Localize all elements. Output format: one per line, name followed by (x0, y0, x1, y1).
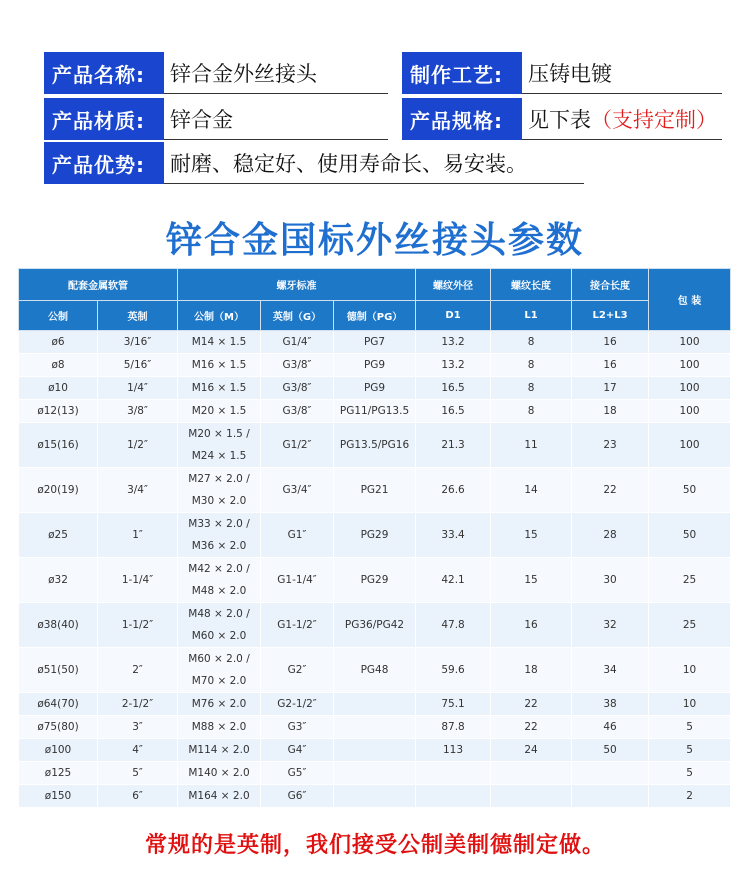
page-title: 锌合金国标外丝接头参数 (165, 219, 584, 261)
cell-metric: ø125 (19, 762, 98, 785)
cell-m-line: M48 × 2.0 / (188, 608, 250, 620)
cell-metric: ø100 (19, 739, 98, 762)
cell-g: G3/8″ (261, 354, 334, 377)
table-row (19, 716, 731, 739)
spec-custom-note: （支持定制） (591, 107, 717, 132)
cell-m-line: M20 × 1.5 / (188, 428, 250, 440)
cell-metric: ø6 (19, 331, 98, 354)
footer-note: 常规的是英制，我们接受公制美制德制定做。 (144, 833, 605, 858)
cell-l2: 18 (572, 400, 649, 423)
cell-l2: 28 (572, 513, 649, 558)
cell-g: G1-1/4″ (261, 558, 334, 603)
cell-metric: ø38(40) (19, 603, 98, 648)
cell-pg (334, 762, 416, 785)
cell-pg: PG36/PG42 (334, 603, 416, 648)
cell-metric: ø51(50) (19, 648, 98, 693)
cell-inch: 3″ (98, 716, 178, 739)
cell-metric: ø75(80) (19, 716, 98, 739)
cell-d1: 75.1 (416, 693, 491, 716)
advantage-label: 产品优势: (44, 142, 164, 184)
cell-inch: 1-1/4″ (98, 558, 178, 603)
cell-l1: 11 (491, 423, 572, 468)
cell-metric: ø32 (19, 558, 98, 603)
cell-g: G6″ (261, 785, 334, 808)
cell-m-line: M164 × 2.0 (188, 790, 250, 802)
cell-g: G5″ (261, 762, 334, 785)
cell-l1: 22 (491, 716, 572, 739)
cell-d1: 21.3 (416, 423, 491, 468)
cell-pg: PG29 (334, 513, 416, 558)
cell-l2: 38 (572, 693, 649, 716)
subheader-d1: D1 (416, 301, 491, 331)
cell-l1 (491, 762, 572, 785)
cell-pack: 10 (649, 648, 731, 693)
header-thread-length: 螺纹长度 (491, 269, 572, 301)
cell-l2: 30 (572, 558, 649, 603)
subheader-pg: 德制（PG） (334, 301, 416, 331)
cell-m-line: M114 × 2.0 (188, 744, 250, 756)
cell-inch: 2″ (98, 648, 178, 693)
cell-l2 (572, 762, 649, 785)
cell-l1: 18 (491, 648, 572, 693)
subheader-metric: 公制 (19, 301, 98, 331)
cell-g: G1″ (261, 513, 334, 558)
table-header-row (19, 269, 731, 301)
cell-pack: 100 (649, 423, 731, 468)
cell-g: G1/4″ (261, 331, 334, 354)
cell-inch: 1/2″ (98, 423, 178, 468)
info-row-process (402, 52, 722, 94)
cell-l1: 8 (491, 331, 572, 354)
cell-pg: PG9 (334, 377, 416, 400)
cell-g: G3″ (261, 716, 334, 739)
cell-inch: 5″ (98, 762, 178, 785)
cell-l2 (572, 785, 649, 808)
info-row-material (44, 98, 388, 140)
cell-inch: 3/4″ (98, 468, 178, 513)
table-row (19, 468, 731, 513)
cell-d1: 16.5 (416, 377, 491, 400)
table-row (19, 739, 731, 762)
table-row (19, 513, 731, 558)
cell-m-line: M48 × 2.0 (191, 585, 247, 597)
cell-m-line: M16 × 1.5 (191, 359, 247, 371)
cell-l1: 16 (491, 603, 572, 648)
cell-m (178, 331, 261, 354)
cell-metric: ø10 (19, 377, 98, 400)
cell-g: G1/2″ (261, 423, 334, 468)
cell-l2: 34 (572, 648, 649, 693)
table-row (19, 558, 731, 603)
cell-pg: PG9 (334, 354, 416, 377)
table-row (19, 693, 731, 716)
spec-table (18, 268, 731, 808)
spec-value: 见下表 (528, 107, 591, 132)
cell-l2: 46 (572, 716, 649, 739)
cell-m-line: M30 × 2.0 (191, 495, 247, 507)
cell-l2: 16 (572, 354, 649, 377)
cell-pg (334, 739, 416, 762)
cell-m-line: M20 × 1.5 (191, 405, 247, 417)
cell-metric: ø150 (19, 785, 98, 808)
cell-pack: 5 (649, 716, 731, 739)
cell-m (178, 513, 261, 558)
header-outer-diameter: 螺纹外径 (416, 269, 491, 301)
cell-l2: 16 (572, 331, 649, 354)
header-thread-standard: 螺牙标准 (178, 269, 416, 301)
cell-d1: 47.8 (416, 603, 491, 648)
cell-m (178, 693, 261, 716)
cell-pack: 5 (649, 739, 731, 762)
cell-m-line: M14 × 1.5 (191, 336, 247, 348)
info-row-spec (402, 98, 722, 140)
cell-d1: 13.2 (416, 354, 491, 377)
table-row (19, 648, 731, 693)
cell-inch: 5/16″ (98, 354, 178, 377)
cell-l2: 22 (572, 468, 649, 513)
cell-m (178, 716, 261, 739)
spec-table-body (19, 331, 731, 808)
cell-inch: 3/8″ (98, 400, 178, 423)
spec-label: 产品规格: (402, 98, 522, 140)
product-name-value: 锌合金外丝接头 (164, 52, 388, 94)
cell-g: G4″ (261, 739, 334, 762)
cell-g: G2-1/2″ (261, 693, 334, 716)
cell-pack: 2 (649, 785, 731, 808)
header-join-length: 接合长度 (572, 269, 649, 301)
cell-pack: 100 (649, 400, 731, 423)
cell-inch: 1″ (98, 513, 178, 558)
cell-m (178, 739, 261, 762)
subheader-g: 英制（G） (261, 301, 334, 331)
cell-l1: 8 (491, 377, 572, 400)
table-row (19, 400, 731, 423)
cell-l1: 8 (491, 354, 572, 377)
cell-l1 (491, 785, 572, 808)
cell-inch: 2-1/2″ (98, 693, 178, 716)
table-row (19, 377, 731, 400)
cell-m (178, 377, 261, 400)
table-row (19, 354, 731, 377)
cell-pack: 25 (649, 558, 731, 603)
cell-l2: 23 (572, 423, 649, 468)
cell-d1: 33.4 (416, 513, 491, 558)
cell-m-line: M88 × 2.0 (191, 721, 247, 733)
material-value: 锌合金 (164, 98, 388, 140)
table-row (19, 603, 731, 648)
cell-g: G3/8″ (261, 377, 334, 400)
cell-pg: PG7 (334, 331, 416, 354)
cell-m-line: M140 × 2.0 (188, 767, 250, 779)
cell-m-line: M76 × 2.0 (191, 698, 247, 710)
cell-m-line: M70 × 2.0 (191, 675, 247, 687)
cell-pack: 10 (649, 693, 731, 716)
cell-m-line: M42 × 2.0 / (188, 563, 250, 575)
cell-m (178, 354, 261, 377)
cell-pg (334, 693, 416, 716)
cell-m (178, 762, 261, 785)
cell-inch: 3/16″ (98, 331, 178, 354)
cell-l1: 15 (491, 513, 572, 558)
cell-l2: 17 (572, 377, 649, 400)
cell-pg (334, 785, 416, 808)
cell-l1: 14 (491, 468, 572, 513)
cell-pack: 5 (649, 762, 731, 785)
cell-pack: 100 (649, 331, 731, 354)
cell-inch: 1-1/2″ (98, 603, 178, 648)
cell-m (178, 785, 261, 808)
cell-l1: 8 (491, 400, 572, 423)
cell-m-line: M60 × 2.0 / (188, 653, 250, 665)
info-row-advantage (44, 142, 584, 184)
cell-pack: 50 (649, 513, 731, 558)
cell-pack: 50 (649, 468, 731, 513)
table-row (19, 762, 731, 785)
subheader-l2l3: L2+L3 (572, 301, 649, 331)
cell-metric: ø20(19) (19, 468, 98, 513)
subheader-l1: L1 (491, 301, 572, 331)
cell-l1: 24 (491, 739, 572, 762)
cell-g: G3/8″ (261, 400, 334, 423)
cell-m-line: M24 × 1.5 (191, 450, 247, 462)
cell-pg: PG13.5/PG16 (334, 423, 416, 468)
header-hose: 配套金属软管 (19, 269, 178, 301)
cell-d1: 16.5 (416, 400, 491, 423)
info-row-name (44, 52, 388, 94)
cell-inch: 1/4″ (98, 377, 178, 400)
cell-metric: ø12(13) (19, 400, 98, 423)
cell-d1: 13.2 (416, 331, 491, 354)
advantage-value: 耐磨、稳定好、使用寿命长、易安装。 (164, 142, 584, 184)
cell-pack: 100 (649, 354, 731, 377)
cell-g: G3/4″ (261, 468, 334, 513)
header-packaging: 包 装 (649, 269, 731, 331)
cell-m (178, 423, 261, 468)
cell-l1: 15 (491, 558, 572, 603)
table-row (19, 331, 731, 354)
product-name-label: 产品名称: (44, 52, 164, 94)
spec-value-wrap (522, 98, 722, 140)
cell-l1: 22 (491, 693, 572, 716)
cell-d1 (416, 785, 491, 808)
cell-inch: 4″ (98, 739, 178, 762)
cell-d1: 26.6 (416, 468, 491, 513)
cell-d1 (416, 762, 491, 785)
cell-m-line: M33 × 2.0 / (188, 518, 250, 530)
cell-metric: ø15(16) (19, 423, 98, 468)
cell-l2: 50 (572, 739, 649, 762)
material-label: 产品材质: (44, 98, 164, 140)
process-label: 制作工艺: (402, 52, 522, 94)
cell-pg: PG11/PG13.5 (334, 400, 416, 423)
cell-g: G1-1/2″ (261, 603, 334, 648)
cell-m-line: M36 × 2.0 (191, 540, 247, 552)
cell-m-line: M27 × 2.0 / (188, 473, 250, 485)
cell-m-line: M16 × 1.5 (191, 382, 247, 394)
cell-pg (334, 716, 416, 739)
cell-m (178, 468, 261, 513)
table-row (19, 785, 731, 808)
cell-pg: PG29 (334, 558, 416, 603)
cell-metric: ø25 (19, 513, 98, 558)
subheader-inch: 英制 (98, 301, 178, 331)
cell-d1: 113 (416, 739, 491, 762)
cell-pg: PG21 (334, 468, 416, 513)
cell-metric: ø64(70) (19, 693, 98, 716)
process-value: 压铸电镀 (522, 52, 722, 94)
cell-d1: 87.8 (416, 716, 491, 739)
cell-metric: ø8 (19, 354, 98, 377)
table-row (19, 423, 731, 468)
cell-pg: PG48 (334, 648, 416, 693)
cell-inch: 6″ (98, 785, 178, 808)
cell-m (178, 603, 261, 648)
cell-d1: 59.6 (416, 648, 491, 693)
cell-pack: 25 (649, 603, 731, 648)
cell-m (178, 400, 261, 423)
cell-pack: 100 (649, 377, 731, 400)
cell-m (178, 558, 261, 603)
cell-g: G2″ (261, 648, 334, 693)
cell-d1: 42.1 (416, 558, 491, 603)
cell-m (178, 648, 261, 693)
cell-m-line: M60 × 2.0 (191, 630, 247, 642)
cell-l2: 32 (572, 603, 649, 648)
table-subheader-row (19, 301, 731, 331)
subheader-m: 公制（M） (178, 301, 261, 331)
